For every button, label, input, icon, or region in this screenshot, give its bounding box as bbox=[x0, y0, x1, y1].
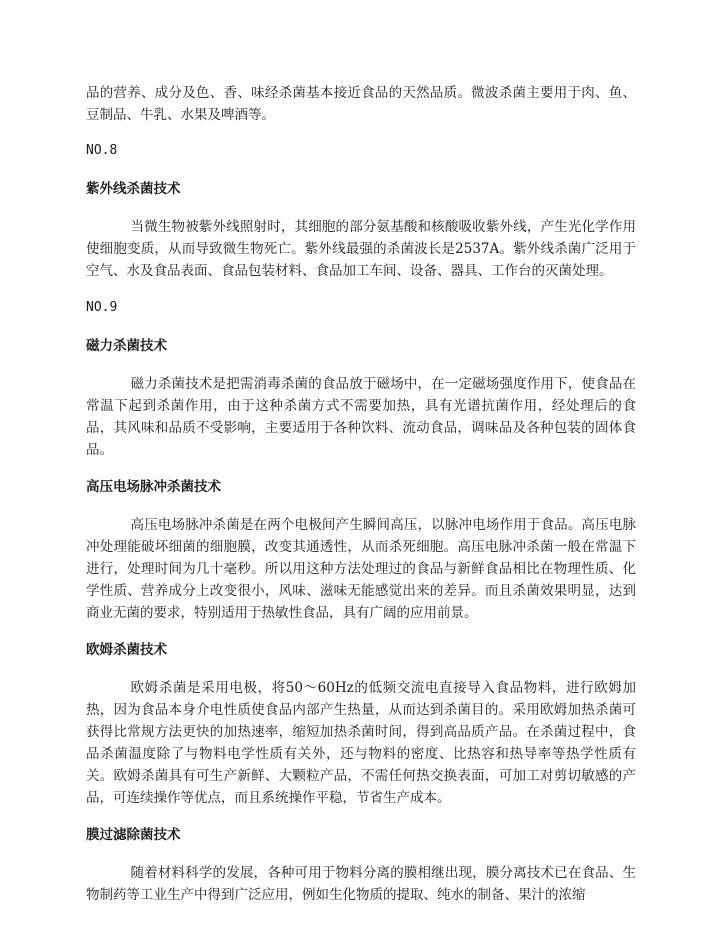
membrane-filtration-heading: 膜过滤除菌技术 bbox=[86, 827, 181, 843]
section-number-9: NO.9 bbox=[86, 300, 118, 315]
ohmic-sterilization-heading: 欧姆杀菌技术 bbox=[86, 642, 167, 658]
pulse-field-paragraph: 高压电场脉冲杀菌是在两个电极间产生瞬间高压，以脉冲电场作用于食品。高压电脉冲处理能破坏细菌的细胞膜，改变其通透性，从而杀死细胞。高压电脉冲杀菌一般在常温下进行，处理时间为几十毫秒。所以用这种方法处理过的食品与新鲜食品相比在物理性质、化学性质、营养成分上改变很小，风味、滋味无能感觉出来的差异。而且杀菌效果明显，达到商业无菌的要求，特别适用于热敏性食品，具有广阔的应用前景。 bbox=[86, 517, 636, 621]
intro-paragraph: 品的营养、成分及色、香、味经杀菌基本接近食品的天然品质。微波杀菌主要用于肉、鱼、豆制品、牛乳、水果及啤酒等。 bbox=[86, 85, 636, 123]
pulse-field-heading: 高压电场脉冲杀菌技术 bbox=[86, 479, 221, 495]
magnetic-sterilization-heading: 磁力杀菌技术 bbox=[86, 338, 167, 354]
uv-sterilization-heading: 紫外线杀菌技术 bbox=[86, 181, 181, 197]
uv-sterilization-paragraph: 当微生物被紫外线照射时，其细胞的部分氨基酸和核酸吸收紫外线，产生光化学作用使细胞变质，从而导致微生物死亡。紫外线最强的杀菌波长是2537A。紫外线杀菌广泛用于空气、水及食品表面、食品包装材料、食品加工车间、设备、器具、工作台的灭菌处理。 bbox=[86, 219, 636, 279]
section-number-8: NO.8 bbox=[86, 143, 118, 158]
membrane-filtration-paragraph: 随着材料科学的发展，各种可用于物料分离的膜相继出现，膜分离技术已在食品、生物制药等工业生产中得到广泛应用，例如生化物质的提取、纯水的制备、果汁的浓缩 bbox=[86, 865, 636, 903]
ohmic-sterilization-paragraph: 欧姆杀菌是采用电极，将50～60Hz的低频交流电直接导入食品物料，进行欧姆加热，因为食品本身介电性质使食品内部产生热量，从而达到杀菌目的。采用欧姆加热杀菌可获得比常规方法更快的加热速率，缩短加热杀菌时间，得到高品质产品。在杀菌过程中，食品杀菌温度除了与物料电学性质有关外，还与物料的密度、比热容和热导率等热学性质有关。欧姆杀菌具有可生产新鲜、大颗粒产品，不需任何热交换表面，可加工对剪切敏感的产品，可连续操作等优点，而且系统操作平稳，节省生产成本。 bbox=[86, 680, 636, 806]
magnetic-sterilization-paragraph: 磁力杀菌技术是把需消毒杀菌的食品放于磁场中，在一定磁场强度作用下，使食品在常温下起到杀菌作用，由于这种杀菌方式不需要加热，具有光谱抗菌作用，经处理后的食品，其风味和品质不受影响，主要适用于各种饮料、流动食品，调味品及各种包装的固体食品。 bbox=[86, 376, 636, 458]
